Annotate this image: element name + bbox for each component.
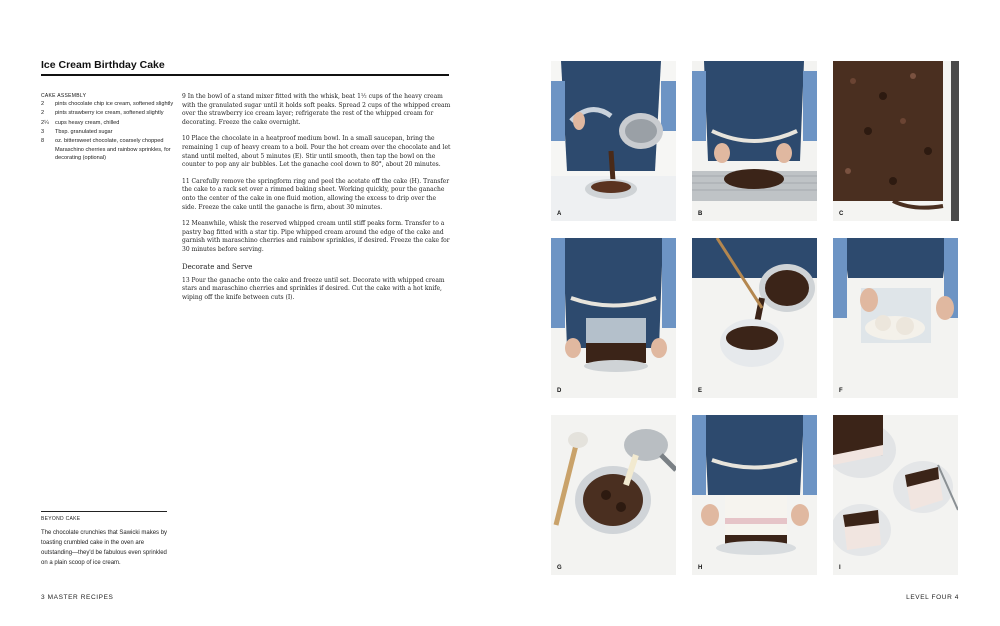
ingredient-item bbox=[41, 147, 176, 162]
page-edge bbox=[951, 61, 959, 221]
ingredient-item bbox=[41, 120, 176, 127]
photo-a-image bbox=[551, 61, 676, 221]
ingredient-item bbox=[41, 138, 176, 145]
step-13: 13 Pour the ganache onto the cake and freeze until set. Decorate with whipped cream stars and maraschino cherries and sprinkles if desired. Cut the cake with a hot knife, wiping off the knife between cuts (I). bbox=[182, 276, 445, 301]
photo-f-image bbox=[833, 238, 958, 398]
step-11: 11 Carefully remove the springform ring and peel the acetate off the cake (H). Transfer the cake to a rack set over a rimmed baking sheet. Working quickly, pour the ganache onto the center of the cake in one fluid motion, allowing the excess to drip over the side. Freeze the cake until the ganache is firm, about 30 minutes. bbox=[182, 177, 450, 211]
photo-d-image bbox=[551, 238, 676, 398]
ingredient-item bbox=[41, 129, 176, 136]
ingredient-text: Tbsp. granulated sugar bbox=[55, 128, 113, 135]
ingredient-text: cups heavy cream, chilled bbox=[55, 119, 120, 126]
photo-h bbox=[692, 415, 817, 575]
photo-c bbox=[833, 61, 958, 221]
ingredient-qty: 2 bbox=[41, 101, 45, 107]
photo-label: C bbox=[839, 211, 844, 217]
photo-b-image bbox=[692, 61, 817, 221]
step-12: 12 Meanwhile, whisk the reserved whipped cream until stiff peaks form. Transfer to a pastry bag fitted with a star tip. Pipe whipped cream around the edge of the cake and garnish with maraschino cherries and rainbow sprinkles, if desired. Freeze the cake for 30 minutes before serving. bbox=[182, 220, 450, 253]
folio-right: LEVEL FOUR 4 bbox=[906, 594, 959, 601]
ingredient-text: pints strawberry ice cream, softened slightly bbox=[55, 110, 164, 117]
step-10: 10 Place the chocolate in a heatproof medium bowl. In a small saucepan, bring the remaining 1 cup of heavy cream to a boil. Pour the hot cream over the chocolate and let stand until melted, about 5 minutes (E). Stir until smooth, then tap the bowl on the counter to pop any air bubbles. Let the ganache cool down to 80°, about 20 minutes. bbox=[182, 135, 451, 169]
photo-g bbox=[551, 415, 676, 575]
ingredient-item bbox=[41, 101, 176, 108]
photo-h-image bbox=[692, 415, 817, 575]
photo-e bbox=[692, 238, 817, 398]
ingredient-qty bbox=[41, 147, 55, 162]
photo-e-image bbox=[692, 238, 817, 398]
photo-label: H bbox=[698, 565, 703, 571]
photo-a bbox=[551, 61, 676, 221]
step-9: 9 In the bowl of a stand mixer fitted with the whisk, beat 1½ cups of the heavy cream with the granulated sugar until it holds soft peaks. Spread 2 cups of the whipped cream over the strawberry ice cream layer; refrigerate the rest of the whipped cream for decorating. Freeze the cake overnight. bbox=[182, 93, 451, 126]
photo-label: F bbox=[839, 388, 843, 394]
ingredient-qty: 2 bbox=[41, 110, 45, 117]
photo-g-image bbox=[551, 415, 676, 575]
photo-label: B bbox=[698, 211, 703, 217]
folio-left: 3 MASTER RECIPES bbox=[41, 594, 114, 601]
recipe-title: Ice Cream Birthday Cake bbox=[41, 59, 165, 71]
ingredient-qty: 8 bbox=[41, 138, 45, 145]
sidebar-text: The chocolate crunchies that Sawicki makes by toasting crumbled cake in the oven are outstanding—they'd be fabulous even sprinkled on a plain scoop of ice cream. bbox=[41, 530, 168, 566]
photo-i-image bbox=[833, 415, 958, 575]
photo-label: E bbox=[698, 388, 703, 394]
photo-label: D bbox=[557, 388, 562, 394]
sidebar-heading: BEYOND CAKE bbox=[41, 516, 81, 522]
photo-c-image bbox=[833, 61, 958, 221]
ingredient-qty: 2¼ bbox=[41, 119, 49, 126]
ingredient-text: Maraschino cherries and rainbow sprinkles, for decorating (optional) bbox=[55, 147, 171, 161]
ingredients-list bbox=[41, 101, 176, 164]
ingredients-heading: CAKE ASSEMBLY bbox=[41, 93, 87, 99]
title-rule bbox=[41, 74, 449, 76]
ingredient-text: oz. bittersweet chocolate, coarsely chopped bbox=[55, 138, 164, 145]
ingredient-item bbox=[41, 110, 176, 117]
photo-label: A bbox=[557, 211, 562, 217]
sidebar-rule bbox=[41, 511, 167, 512]
recipe-steps bbox=[182, 93, 452, 310]
photo-f bbox=[833, 238, 958, 398]
decorate-heading: Decorate and Serve bbox=[182, 262, 253, 271]
photo-b bbox=[692, 61, 817, 221]
photo-d bbox=[551, 238, 676, 398]
photo-i bbox=[833, 415, 958, 575]
ingredient-qty: 3 bbox=[41, 128, 45, 135]
photo-label: G bbox=[557, 565, 562, 571]
photo-label: I bbox=[839, 565, 841, 571]
ingredient-text: pints chocolate chip ice cream, softened slightly bbox=[55, 101, 174, 107]
